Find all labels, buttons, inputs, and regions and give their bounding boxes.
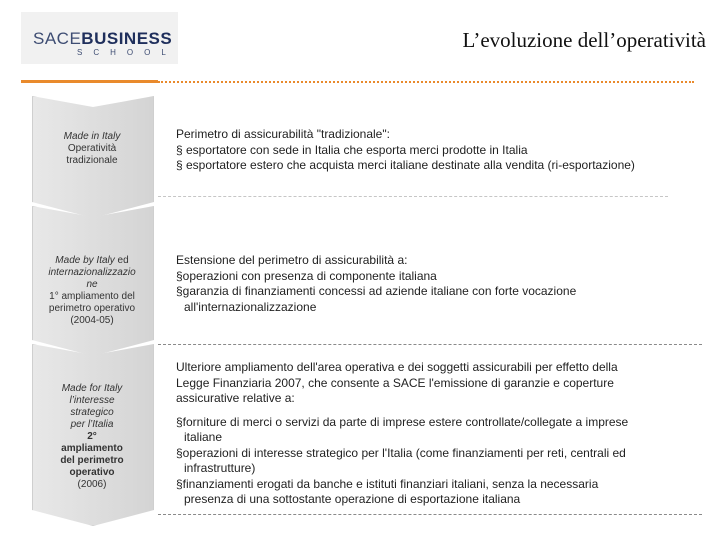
description-bullet: §operazioni con presenza di componente italiana	[176, 268, 437, 283]
separator-3	[158, 514, 702, 515]
description-gap	[176, 407, 696, 415]
chevron-label-2-title: Made by Italy	[55, 255, 115, 266]
page-title: L’evoluzione dell’operatività	[462, 28, 706, 52]
description-bullet: § esportatore con sede in Italia che esporta merci prodotte in Italia	[176, 142, 528, 157]
description-bullet-cont: presenza di una sottostante operazione di esportazione italiana	[184, 492, 521, 506]
chevron-label-2-title: internazionalizzazio	[48, 267, 136, 278]
chevron-label-1-title: Made in Italy	[63, 131, 121, 142]
chevron-label-3-bold: del perimetro	[60, 455, 124, 466]
description-bullet-cont: infrastrutture)	[184, 461, 256, 475]
chevron-label-3-line: (2006)	[77, 479, 107, 490]
logo-light-text: SACE	[33, 29, 82, 48]
chevron-label-3-bold: operativo	[69, 467, 115, 478]
description-line: Perimetro di assicurabilità "tradizionale":	[176, 127, 390, 141]
title-rule-solid	[21, 80, 158, 83]
description-bullet-cont: all'internazionalizzazione	[184, 299, 317, 314]
logo	[21, 12, 178, 64]
chevron-label-3	[38, 383, 146, 491]
description-bullet: §finanziamenti erogati da banche e istituti finanziari italiani, senza la necessaria	[176, 476, 599, 491]
description-3	[176, 360, 696, 508]
chevron-label-2-line: (2004-05)	[70, 315, 114, 326]
separator-2	[158, 344, 702, 345]
description-bullet: §garanzia di finanziamenti concessi ad aziende italiane con forte vocazione	[176, 284, 577, 298]
description-bullet: §operazioni di interesse strategico per l'Italia (come finanziamenti per reti, centrali ed	[176, 445, 626, 460]
logo-sub: SCHOOL	[77, 48, 177, 57]
description-bullet: § esportatore estero che acquista merci italiane destinate alla vendita (ri-esportazione)	[176, 158, 635, 172]
description-2	[176, 253, 696, 315]
chevron-label-2-line: perimetro operativo	[48, 303, 136, 314]
chevron-label-3-bold: ampliamento	[61, 443, 123, 454]
chevron-label-1-line: tradizionale	[66, 155, 118, 166]
description-line: Ulteriore ampliamento dell'area operativa e dei soggetti assicurabili per effetto della	[176, 360, 618, 374]
description-line: Legge Finanziaria 2007, che consente a SACE l'emissione di garanzie e coperture	[176, 375, 614, 390]
chevron-label-2-line: 1° ampliamento del	[49, 291, 135, 302]
separator-1	[158, 196, 668, 197]
description-bullet: §forniture di merci o servizi da parte di imprese estere controllate/collegate a imprese	[176, 414, 629, 429]
chevron-label-3-title: Made for Italy	[61, 383, 123, 394]
logo-main	[33, 29, 172, 49]
chevron-label-3-title: per l’Italia	[70, 419, 114, 430]
description-line: Estensione del perimetro di assicurabilità a:	[176, 253, 408, 267]
description-bullet-cont: italiane	[184, 430, 223, 444]
chevron-label-3-title: strategico	[70, 407, 114, 418]
chevron-label-3-bold: 2°	[87, 431, 97, 442]
description-1	[176, 127, 696, 174]
chevron-label-3-title: l’interesse	[69, 395, 115, 406]
logo-bold-text: BUSINESS	[81, 29, 173, 48]
chevron-label-2-title: ne	[86, 279, 98, 290]
chevron-label-2	[38, 255, 146, 327]
chevron-label-2-conj: ed	[114, 255, 129, 266]
description-line: assicurative relative a:	[176, 391, 295, 405]
chevron-label-1	[38, 131, 146, 167]
chevron-label-1-line: Operatività	[67, 143, 117, 154]
title-rule-dotted	[158, 81, 694, 83]
